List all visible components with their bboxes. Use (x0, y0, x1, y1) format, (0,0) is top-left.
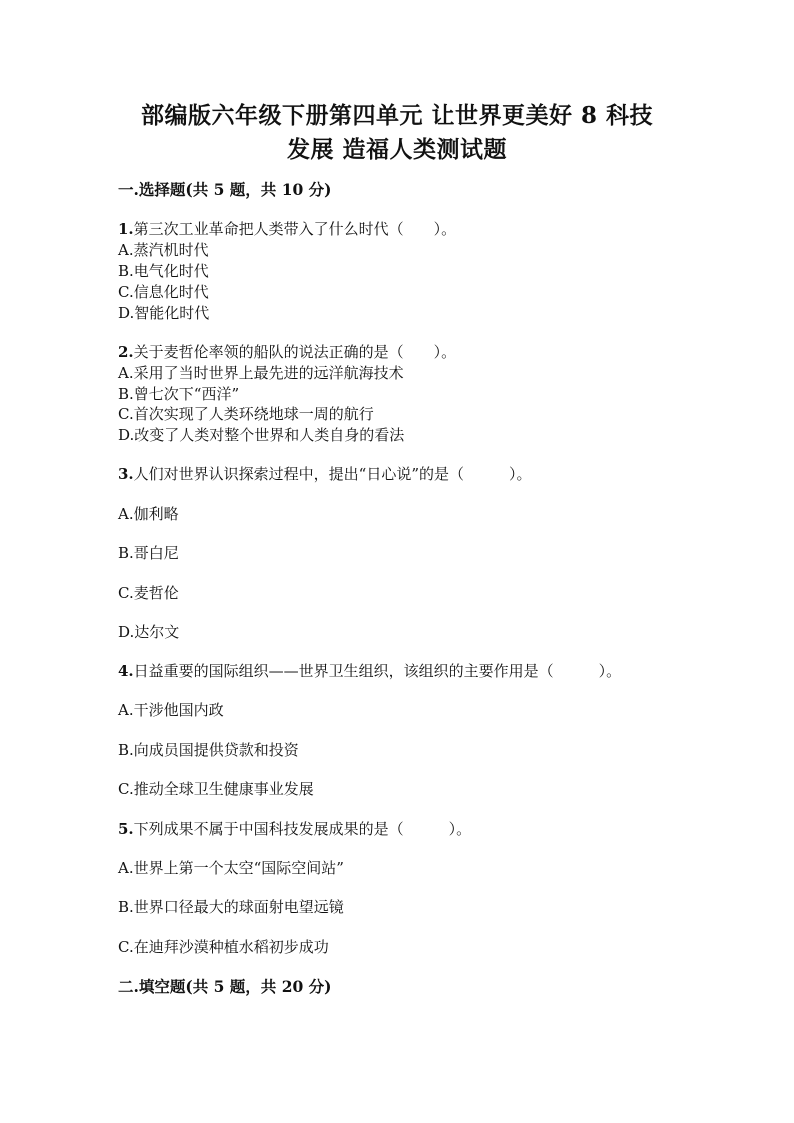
question-number: 5. (118, 820, 134, 838)
question-3-option-a: A.伽利略 (118, 505, 179, 523)
question-3-option-c: C.麦哲伦 (118, 584, 179, 602)
section-heading-choice: 一.选择题(共 5 题，共 10 分) (118, 180, 332, 199)
question-1 (118, 218, 456, 239)
question-5-option-b: B.世界口径最大的球面射电望远镜 (118, 898, 344, 916)
question-1-option-c: C.信息化时代 (118, 283, 209, 301)
question-2-option-d: D.改变了人类对整个世界和人类自身的看法 (118, 426, 405, 444)
question-stem: 人们对世界认识探索过程中，提出“日心说”的是（ ）。 (133, 465, 532, 483)
question-2-option-b: B.曾七次下“西洋” (118, 385, 240, 403)
question-stem: 关于麦哲伦率领的船队的说法正确的是（ ）。 (133, 343, 457, 361)
question-number: 1. (118, 220, 134, 238)
question-4-option-b: B.向成员国提供贷款和投资 (118, 741, 299, 759)
question-1-option-d: D.智能化时代 (118, 304, 210, 322)
question-4-option-a: A.干涉他国内政 (118, 701, 224, 719)
question-stem: 日益重要的国际组织——世界卫生组织，该组织的主要作用是（ ）。 (133, 662, 622, 680)
question-1-option-b: B.电气化时代 (118, 262, 209, 280)
question-3 (118, 463, 532, 484)
question-2 (118, 341, 456, 362)
question-number: 2. (118, 343, 134, 361)
question-2-option-c: C.首次实现了人类环绕地球一周的航行 (118, 405, 374, 423)
question-stem: 第三次工业革命把人类带入了什么时代（ ）。 (133, 220, 457, 238)
question-2-option-a: A.采用了当时世界上最先进的远洋航海技术 (118, 364, 404, 382)
question-4 (118, 660, 621, 681)
question-1-option-a: A.蒸汽机时代 (118, 241, 209, 259)
question-number: 3. (118, 465, 134, 483)
question-5 (118, 818, 471, 839)
question-stem: 下列成果不属于中国科技发展成果的是（ ）。 (133, 820, 472, 838)
question-5-option-a: A.世界上第一个太空“国际空间站” (118, 859, 344, 877)
question-5-option-c: C.在迪拜沙漠种植水稻初步成功 (118, 938, 329, 956)
question-3-option-b: B.哥白尼 (118, 544, 179, 562)
section-heading-fill-in: 二.填空题(共 5 题，共 20 分) (118, 977, 332, 996)
question-number: 4. (118, 662, 134, 680)
document-title-line-1: 部编版六年级下册第四单元 让世界更美好 8 科技 (140, 102, 654, 129)
document-title-line-2: 发展 造福人类测试题 (286, 136, 507, 163)
question-4-option-c: C.推动全球卫生健康事业发展 (118, 780, 314, 798)
question-3-option-d: D.达尔文 (118, 623, 180, 641)
